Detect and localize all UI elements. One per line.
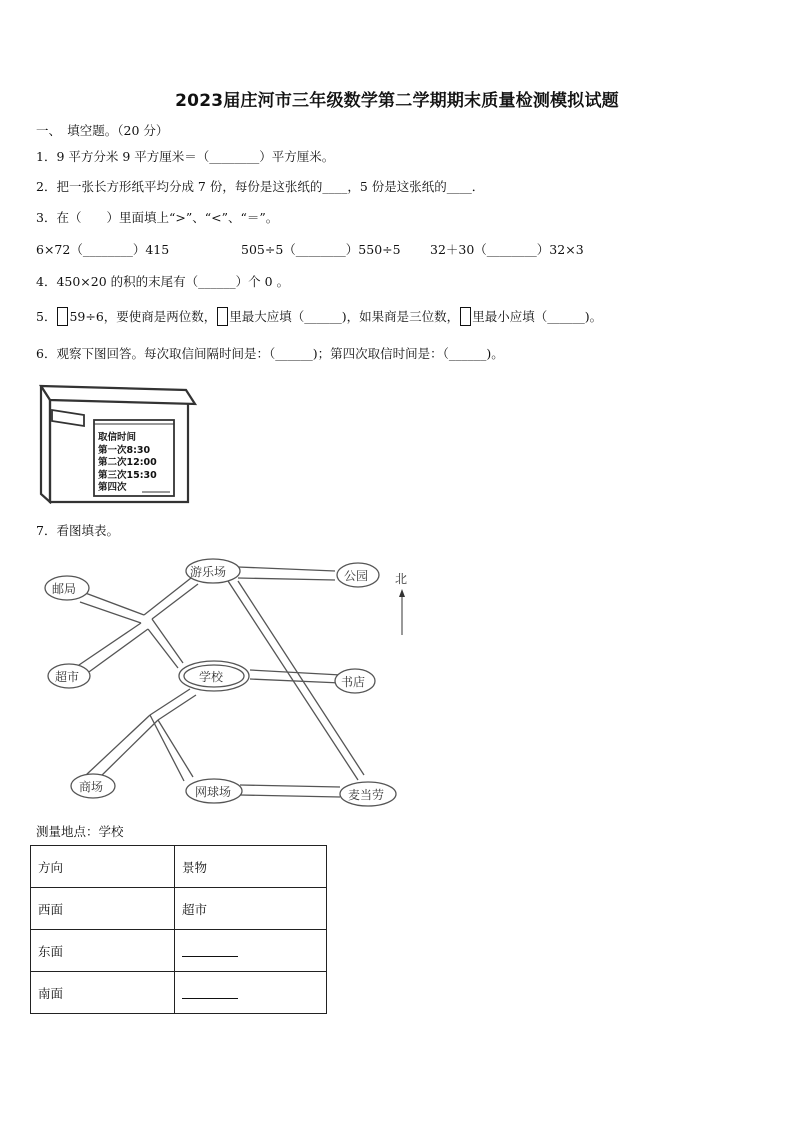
table-cell-answer-blank xyxy=(175,972,327,1014)
table-cell-direction: 西面 xyxy=(31,888,175,930)
measure-location: 测量地点：学校 xyxy=(36,824,124,839)
blank-box xyxy=(460,307,471,326)
table-header-scenery: 景物 xyxy=(175,846,327,888)
answer-blank-line xyxy=(182,984,238,999)
direction-table xyxy=(30,845,327,1014)
question-5 xyxy=(36,307,602,326)
mailbox-heading: 取信时间 xyxy=(98,432,137,443)
section-heading: 一、 填空题。（20 分） xyxy=(36,123,169,138)
question-4: 4．450×20 的积的末尾有（______）个 0 。 xyxy=(36,274,290,289)
question-5-part-b: 里最大应填（______)，如果商是三位数， xyxy=(229,309,460,324)
place-bookstore: 书店 xyxy=(341,675,366,689)
north-label: 北 xyxy=(395,572,408,586)
mailbox-illustration xyxy=(38,382,198,504)
place-park: 公园 xyxy=(344,569,369,583)
answer-blank-line xyxy=(182,942,238,957)
table-cell-scenery: 超市 xyxy=(175,888,327,930)
page-title: 2023届庄河市三年级数学第二学期期末质量检测模拟试题 xyxy=(175,91,619,111)
table-cell-direction: 东面 xyxy=(31,930,175,972)
question-6: 6．观察下图回答。每次取信间隔时间是：（______)；第四次取信时间是：（______)。 xyxy=(36,346,504,361)
table-row xyxy=(31,972,327,1014)
question-3-item-1: 6×72（________）415 xyxy=(36,242,170,257)
question-1: 1．9 平方分米 9 平方厘米＝（________）平方厘米。 xyxy=(36,149,335,164)
table-header-direction: 方向 xyxy=(31,846,175,888)
question-2: 2．把一张长方形纸平均分成 7 份，每份是这张纸的____，5 份是这张纸的____． xyxy=(36,179,485,194)
mailbox-line-4: 第四次 xyxy=(98,482,127,493)
question-5-part-a: 59÷6，要使商是两位数， xyxy=(69,309,217,324)
table-row xyxy=(31,888,327,930)
question-3: 3．在（ ）里面填上“>”、“<”、“＝”。 xyxy=(36,210,279,225)
blank-box xyxy=(217,307,228,326)
table-header-row xyxy=(31,846,327,888)
question-3-item-3: 32＋30（________）32×3 xyxy=(430,242,584,257)
table-cell-direction: 南面 xyxy=(31,972,175,1014)
question-5-number: 5． xyxy=(36,309,57,324)
place-mcdonalds: 麦当劳 xyxy=(348,788,385,802)
mailbox-line-3: 第三次15:30 xyxy=(98,469,157,481)
mailbox-line-2: 第二次12:00 xyxy=(98,457,157,468)
place-post-office: 邮局 xyxy=(52,582,77,596)
place-tennis-court: 网球场 xyxy=(195,785,232,799)
table-cell-answer-blank xyxy=(175,930,327,972)
place-supermarket: 超市 xyxy=(55,670,80,684)
table-row xyxy=(31,930,327,972)
question-3-item-2: 505÷5（________）550÷5 xyxy=(241,242,401,257)
place-mall: 商场 xyxy=(79,780,104,794)
question-5-part-c: 里最小应填（______)。 xyxy=(472,309,603,324)
blank-box xyxy=(57,307,68,326)
map-illustration xyxy=(38,555,418,810)
place-amusement-park: 游乐场 xyxy=(190,565,227,579)
mailbox-line-1: 第一次8:30 xyxy=(98,444,151,456)
place-school: 学校 xyxy=(199,670,224,684)
question-7: 7．看图填表。 xyxy=(36,523,119,538)
